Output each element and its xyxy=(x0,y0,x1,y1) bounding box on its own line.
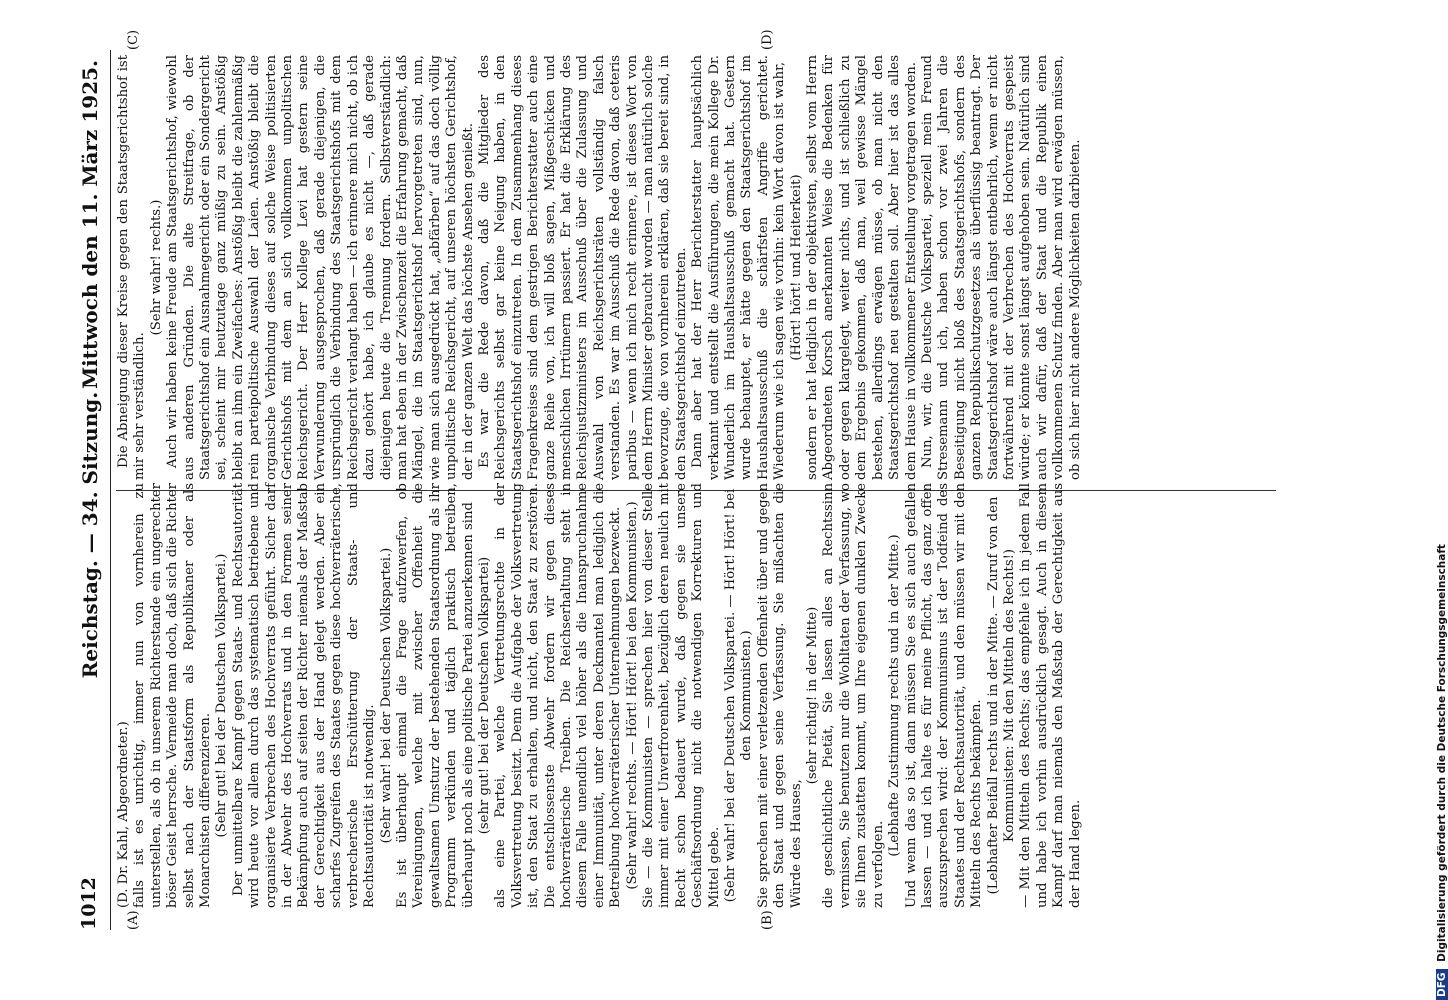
header-rule xyxy=(110,50,111,930)
interjection: (Sehr wahr! rechts.) xyxy=(148,199,164,336)
interjection: (sehr richtig! in der Mitte) xyxy=(805,606,821,785)
paragraph: sondern er hat lediglich in der objektivsten, selbst vom Herrn Abgeordneten Korsch anerkannten Weise die Bedenken für oder gegen klargelegt, weiter nichts, und ist schließlich zu dem Ergebnis gekommen, daß man, weil gewisse Mängel bestehen, allerdings erwägen müsse, ob man nicht den Staatsgerichtshof neu gestalten soll. Aber hier ist das alles dem Hause in vollkommener Entstellung vorgetragen worden. xyxy=(805,55,919,480)
dfg-logo: DFG xyxy=(1436,969,1448,1000)
paragraph: Die Abneigung dieser Kreise gegen den Staatsgerichtshof ist mir sehr verständlich. xyxy=(116,55,148,480)
digitization-credit: Digitalisierung gefördert durch die Deutsche Forschungsgemeinschaft xyxy=(1436,544,1448,962)
paragraph: Dann aber hat der Herr Berichterstatter hauptsächlich verkannt und entstellt die Ausführungen, die mein Kollege Dr. Wunderlich im Haushaltsausschuß gemacht hat. Gestern wurde behauptet, er hätte gegen den Staatsgerichtshof im Haushaltsausschuß die schärfsten Angriffe gerichtet. Wiederum wie ich sagen wie vorhin: kein Wort davon ist wahr, xyxy=(690,55,788,480)
header-date: Mittwoch den 11. März 1925. xyxy=(78,60,102,390)
right-text-column xyxy=(116,55,1084,480)
margin-mark-a: (A) xyxy=(126,910,141,930)
interjection: (Lebhafte Zustimmung rechts und in der Mitte.) xyxy=(887,534,903,857)
header-title: Reichstag. — 34. Sitzung. xyxy=(78,391,102,679)
paragraph: Sie sprechen mit einer verletzenden Offenheit über und gegen den Staat und gegen seine Verfassung. Sie mißachten die Würde des Hauses, xyxy=(755,483,804,908)
left-text-column xyxy=(116,483,1084,908)
paragraph: Sie — die Kommunisten — sprechen hier von dieser Stelle immer mit einer Unverfrorenheit, bezüglich deren neulich mit Recht schon bedauert wurde, daß gegen sie unsere Geschäftsordnung nicht die notwendigen Korrekturen und Mittel gebe. xyxy=(641,483,722,908)
paragraph: Auch wir haben keine Freude am Staatsgerichtshof, wiewohl aus anderen Gründen. Die alte Streitfrage, ob der Staatsgerichtshof ein Ausnahmegericht oder ein Sondergericht sei, scheint mir heutzutage ganz müßig zu sein. Anstößig bleibt an ihm ein Zweifaches: Anstößig bleibt die zahlenmäßig rein parteipolitische Auswahl der Laien. Anstößig bleibt die organische Verbindung dieses auf solche Weise politisierten Gerichtshofs mit dem an sich vollkommen unpolitischen Reichsgericht. Der Herr Kollege Levi hat gestern seine Verwunderung ausgesprochen, daß gerade diejenigen, die ursprünglich die Verbindung des Staatsgerichtshofs mit dem Reichsgericht verlangt haben — ich erinnere mich nicht, ob ich dazu gehört habe, ich glaube es nicht —, daß gerade diejenigen heute die Trennung fordern. Selbstverständlich: man hat eben in der Zwischenzeit die Erfahrung gemacht, daß Mängel, die im Staatsgerichtshof hervorgetreten sind, nun, wie man sich ausgedrückt hat, „abfärben“ auf das doch völlig unpolitische Reichsgericht, auf unseren höchsten Gerichtshof, der in der ganzen Welt das höchste Ansehen genießt. xyxy=(165,55,476,480)
interjection: (Sehr wahr! rechts. — Hört! Hört! bei den Kommunisten.) xyxy=(624,501,640,890)
interjection: (Hört! hört! und Heiterkeit) xyxy=(788,174,804,361)
page-header xyxy=(78,60,108,930)
paragraph: Und wenn das so ist, dann müssen Sie es sich auch gefallen lassen — und ich halte es für meine Pflicht, das ganz offen auszusprechen wird: der Kommunismus ist der Todfeind des Staates und der Rechtsautorität, und den müssen wir mit den Mitteln des Rechts bekämpfen. xyxy=(903,483,985,908)
paragraph: die geschichtliche Pietät, Sie lassen alles an Rechtssinn vermissen, Sie benutzen nur die Wohltaten der Verfassung, wo sie Ihnen zustatten kommt, um Ihre eigenen dunklen Zwecke zu verfolgen. xyxy=(821,483,886,908)
side-credit xyxy=(1418,0,1448,1000)
interjection: (sehr gut! bei der Deutschen Volkspartei) xyxy=(476,556,492,835)
paragraph: — Mit den Mitteln des Rechts; das empfehle ich in jedem Fall und habe ich vorhin ausdrücklich gesagt. Auch in diesem Kampf darf man niemals den Maßstab der Gerechtigkeit aus der Hand legen. xyxy=(1018,483,1083,908)
margin-mark-b: (B) xyxy=(760,910,775,930)
paragraph: als eine Partei, welche Vertretungsrechte in der Volksvertretung besitzt. Denn die Aufgabe der Volksvertretung ist, den Staat zu erhalten, und nicht, den Staat zu zerstören. Die entschlossenste Abwehr fordern wir gegen dieses hochverräterische Treiben. Die Reichserhaltung steht in diesem Falle unendlich viel höher als die Inanspruchnahme einer Immunität, unter deren Deckmantel man lediglich die Betreibung hochverräterischer Unternehmungen bezweckt. xyxy=(493,483,624,908)
paragraph: Der unmittelbare Kampf gegen Staats- und Rechtsautorität wird heute vor allem durch das systematisch betriebene und organisierte Verbrechen des Hochverrats geführt. Sicher darf in der Abwehr des Hochverrats und in den Formen seiner Bekämpfung auch auf seiten der Richter niemals der Maßstab der Gerechtigkeit aus der Hand gelegt werden. Aber ein scharfes Zugreifen des Staates gegen diese hochverräterische, verbrecherische Erschütterung der Staats- und Rechtsautorität ist notwendig. xyxy=(230,483,378,908)
paragraph: Es war die Rede davon, daß die Mitglieder des Reichsgerichts selbst gar keine Neigung haben, in den Staatsgerichtshof einzutreten. In dem Zusammenhang dieses Fragenkreises sind dem gestrigen Berichterstatter auch eine ganze Reihe von, ich will bloß sagen, Mißgeschicken und menschlichen Irrtümern passiert. Er hat die Erklärung des Reichsjustizministers im Ausschuß über die Zulassung und Auswahl von Reichsgerichtsräten vollständig falsch verstanden. Es war im Ausschuß die Rede davon, daß ceteris paribus — wenn ich mich recht erinnere, ist dieses Wort von dem Herrn Minister gebraucht worden — man natürlich solche bevorzuge, die von vornherein erklären, daß sie bereit sind, in den Staatsgerichtshof einzutreten. xyxy=(476,55,689,480)
paragraph: falls ist es unrichtig, immer nun von vornherein zu unterstellen, als ob in unserem Richterstande ein ungerechter böser Geist herrsche. Vermeide man doch, daß sich die Richter selbst nach der Staatsform als Republikaner oder als Monarchisten differenzieren. xyxy=(132,483,214,908)
paragraph: (D. Dr. Kahl, Abgeordneter.) xyxy=(116,721,131,908)
interjection: (Sehr wahr! bei der Deutschen Volkspartei.) xyxy=(378,547,394,844)
interjection: (Lebhafter Beifall rechts und in der Mitte. — Zuruf von den Kommunisten: Mit den Mitteln des Rechts!) xyxy=(985,496,1017,895)
margin-mark-c: (C) xyxy=(126,29,141,50)
page-number: 1012 xyxy=(78,877,100,930)
interjection: (Sehr wahr! bei der Deutschen Volkspartei. — Hört! Hört! bei den Kommunisten.) xyxy=(723,488,755,903)
interjection: (Sehr gut! bei der Deutschen Volkspartei.) xyxy=(214,553,230,838)
paragraph: Nun, wir, die Deutsche Volkspartei, speziell mein Freund Stresemann und ich, haben schon vor zwei Jahren die Beseitigung nicht bloß des Staatsgerichtshofs, sondern des ganzen Republikschutzgesetzes als überflüssig beantragt. Der Staatsgerichtshof wäre auch längst entbehrlich, wenn er nicht fortwährend mit der Verbrechen des Hochverrats gespeist würde; er könnte sonst längst aufgehoben sein. Natürlich sind auch wir dafür, daß der Staat und die Republik einen vollkommenen Schutz finden. Aber man wird erwägen müssen, ob sich hier nicht andere Möglichkeiten darbieten. xyxy=(919,55,1083,480)
margin-mark-d: (D) xyxy=(760,29,775,50)
paragraph: Es ist überhaupt einmal die Frage aufzuwerfen, ob Vereinigungen, welche mit zwischer Offenheit die gewaltsamen Umsturz der bestehenden Staatsordnung als ihr Programm verkünden und täglich praktisch betreiben, überhaupt noch als eine politische Partei anzuerkennen sind xyxy=(394,483,476,908)
